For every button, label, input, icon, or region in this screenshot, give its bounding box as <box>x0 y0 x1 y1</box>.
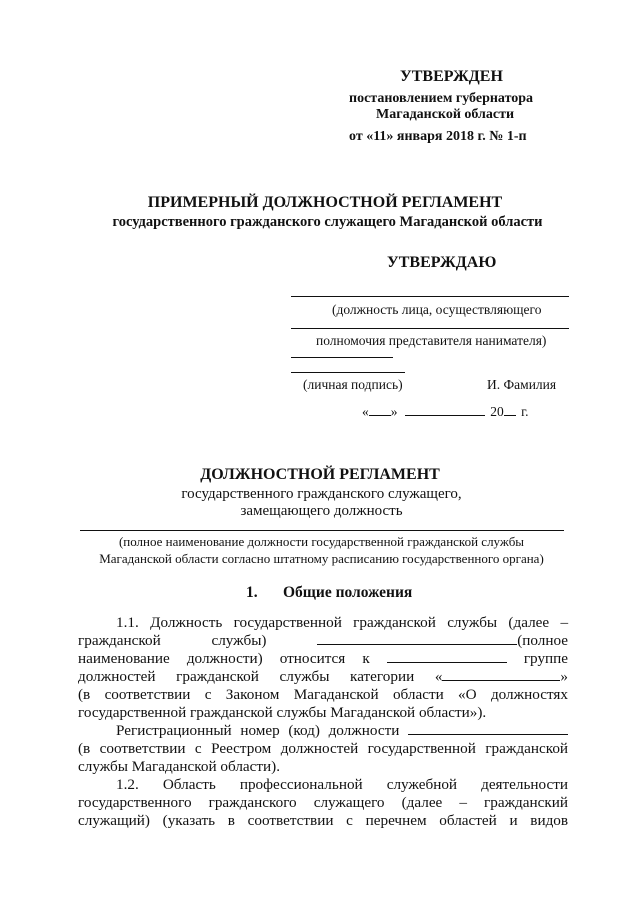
year-suffix: г. <box>521 404 529 419</box>
inline-blank-fill: (полное <box>317 632 568 649</box>
word: должности) <box>186 650 263 667</box>
regulation-caption-1: (полное наименование должности государственной гражданской службы <box>118 534 525 549</box>
signer-name: И. Фамилия <box>487 377 557 392</box>
word: профессиональной <box>239 776 363 793</box>
para-1-2-line-1 <box>116 776 568 794</box>
word: наименование <box>78 650 170 667</box>
month-blank <box>405 403 485 416</box>
para-reg-line-3: службы Магаданской области). <box>78 758 281 775</box>
approve-heading: УТВЕРЖДАЮ <box>387 254 497 271</box>
word: – <box>560 614 569 631</box>
para-1-1-line-5 <box>78 686 568 704</box>
word: деятельности <box>481 776 569 793</box>
para-1-1-line-2 <box>78 632 568 650</box>
word: служащий) <box>78 812 150 829</box>
word: службы <box>279 668 330 685</box>
word: Магаданской <box>293 686 379 703</box>
word: относится <box>279 650 346 667</box>
word: гражданской <box>78 632 161 649</box>
word: Регистрационный <box>116 722 232 739</box>
word: должности <box>328 722 400 739</box>
word: гражданской <box>485 740 569 757</box>
regulation-line-1: государственного гражданского служащего, <box>181 486 462 502</box>
section-title: Общие положения <box>283 584 413 601</box>
word: (далее <box>508 614 550 631</box>
para-1-1-line-6: государственной гражданской службы Магаданской области»). <box>78 704 487 721</box>
word: служебной <box>386 776 458 793</box>
word: с <box>204 686 212 703</box>
powers-caption: полномочия представителя нанимателя) <box>316 333 547 348</box>
word: с <box>346 812 353 829</box>
year-prefix: 20 <box>490 404 504 419</box>
word: 1.1. <box>116 614 139 631</box>
word: соответствии <box>104 686 191 703</box>
word: (в <box>78 686 91 703</box>
word: государственной <box>367 740 476 757</box>
para-1-1-line-3 <box>78 650 568 668</box>
regulation-title: ДОЛЖНОСТНОЙ РЕГЛАМЕНТ <box>200 466 440 483</box>
word: – <box>459 794 467 811</box>
word: (в <box>78 740 91 757</box>
document-title: ПРИМЕРНЫЙ ДОЛЖНОСТНОЙ РЕГЛАМЕНТ <box>147 194 503 211</box>
word: (код) <box>288 722 320 739</box>
para-1-1-line-1 <box>116 614 568 632</box>
word: служащего <box>313 794 385 811</box>
word: (далее <box>401 794 443 811</box>
category-blank <box>442 668 560 681</box>
approval-line-2: Магаданской области <box>376 107 515 122</box>
approval-line-3: от «11» января 2018 г. № 1-п <box>349 129 527 144</box>
para-reg-line-1 <box>116 722 568 740</box>
signature-caption: (личная подпись) <box>303 377 403 392</box>
word: видов <box>530 812 569 829</box>
word: Область <box>162 776 216 793</box>
word: с <box>194 740 202 757</box>
word: должностях <box>490 686 568 703</box>
position-caption: (должность лица, осуществляющего <box>332 302 542 317</box>
word: гражданского <box>208 794 297 811</box>
regulation-caption-2: Магаданской области согласно штатному расписанию государственного органа) <box>99 551 544 566</box>
position-name-line <box>80 530 564 531</box>
approval-line-1: постановлением губернатора <box>349 91 534 106</box>
word: 1.2. <box>116 776 139 793</box>
word: гражданской <box>176 668 259 685</box>
approval-date <box>362 403 529 420</box>
year-blank <box>504 403 516 416</box>
word: должностей <box>78 668 156 685</box>
word: (указать <box>162 812 216 829</box>
word: соответствии <box>247 812 334 829</box>
word: государственного <box>78 794 192 811</box>
regulation-line-2: замещающего должность <box>240 503 403 519</box>
para-1-2-line-2 <box>78 794 568 812</box>
word: Законом <box>225 686 280 703</box>
word: соответствии <box>99 740 186 757</box>
powers-line <box>291 328 569 329</box>
para-reg-line-2 <box>78 740 568 758</box>
word: службы) <box>211 632 267 649</box>
day-blank <box>369 403 391 416</box>
word: государственной <box>233 614 342 631</box>
signature-line-2 <box>291 372 405 373</box>
document-subtitle: государственного гражданского служащего Магаданской области <box>112 214 543 230</box>
word: к <box>362 650 370 667</box>
signature-line-1 <box>291 357 393 358</box>
para-1-2-line-3 <box>78 812 568 830</box>
date-close-quote: » <box>390 404 398 419</box>
word: в <box>227 812 235 829</box>
word: Должность <box>150 614 223 631</box>
word: гражданской <box>353 614 436 631</box>
word: номер <box>240 722 280 739</box>
registration-blank <box>408 722 568 735</box>
word: должностей <box>280 740 359 757</box>
word: гражданский <box>484 794 569 811</box>
word: Реестром <box>211 740 272 757</box>
word: областей <box>439 812 497 829</box>
word: «О <box>458 686 477 703</box>
approval-heading: УТВЕРЖДЕН <box>400 68 503 85</box>
word: группе <box>523 650 569 667</box>
position-blank <box>317 632 517 645</box>
word: службы <box>447 614 498 631</box>
word: перечнем <box>365 812 427 829</box>
section-number: 1. <box>246 584 258 601</box>
position-line <box>291 296 569 297</box>
word: категории <box>350 668 415 685</box>
category-field: « » <box>434 668 569 685</box>
date-open-quote: « <box>362 404 369 419</box>
word: и <box>509 812 518 829</box>
group-blank <box>387 650 507 663</box>
para-1-1-line-4 <box>78 668 568 686</box>
word: области <box>392 686 444 703</box>
